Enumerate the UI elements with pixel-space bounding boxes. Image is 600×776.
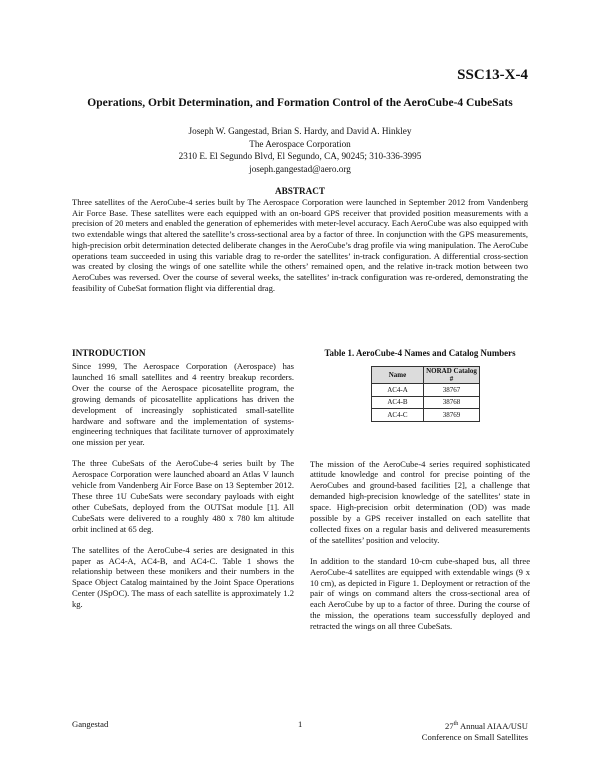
table-cell: AC4-B	[372, 396, 424, 409]
table-header-cell: Name	[372, 367, 424, 384]
table-cell: 38769	[424, 409, 480, 422]
abstract-text: Three satellites of the AeroCube-4 series built by The Aerospace Corporation were launched in September 2012 from Vandenberg Air Force Base. These satellites were each equipped with an on-board GPS receiver that provided position measurements with a precision of 20 meters and enabled the generation of ephemerides with meter-level accuracy. Each AeroCube was also equipped with two extendable wings that altered the satellite’s cross-sectional area by a factor of three. In conjunction with the GPS measurements, high-precision orbit determination detected deliberate changes in the AeroCube’s drag profile via wing manipulation. The AeroCube operations team succeeded in using this variable drag to re-order the satellites’ in-track configuration. A differential cross-section was created by closing the wings of one satellite while the others’ remained open, and the relative in-track motion between two AeroCubes was reversed. Over the course of several weeks, the satellites’ in-track configuration was re-ordered, demonstrating the feasibility of CubeSat formation flight via differential drag.	[72, 197, 528, 293]
author-affiliation: The Aerospace Corporation	[249, 138, 351, 149]
intro-paragraph: The three CubeSats of the AeroCube-4 series built by The Aerospace Corporation were launched aboard an Atlas V launch vehicle from Vandenberg Air Force Base on 13 September 2012. These three 1U CubeSats were secondary payloads with eight other CubeSats, deployed from the OUTSat module [1]. All CubeSats were delivered to a roughly 480 x 780 km altitude orbit inclined at 65 deg.	[72, 458, 294, 534]
author-address: 2310 E. El Segundo Blvd, El Segundo, CA, 90245; 310-336-3995	[178, 151, 422, 162]
footer-conference-name: Annual AIAA/USU	[458, 720, 528, 731]
table-row	[372, 409, 480, 422]
author-block	[72, 125, 528, 175]
footer-ordinal: 27	[445, 720, 454, 731]
right-column	[310, 348, 530, 642]
table-caption: Table 1. AeroCube-4 Names and Catalog Numbers	[324, 348, 516, 358]
table-header-cell: NORAD Catalog #	[424, 367, 480, 384]
abstract-heading: ABSTRACT	[274, 186, 326, 196]
table-cell: AC4-A	[372, 384, 424, 397]
body-paragraph: In addition to the standard 10-cm cube-shaped bus, all three AeroCube-4 satellites are equipped with extendable wings (9 x 10 cm), as depicted in Figure 1. Deployment or retraction of the pair of wings on command alters the cross-sectional area of each AeroCube by up to a factor of three. During the course of the mission, the operations team successfully deployed and retracted the wings on all three CubeSats.	[310, 555, 530, 632]
footer-conference	[422, 719, 528, 743]
paper-id: SSC13-X-4	[457, 67, 528, 83]
table-cell: 38767	[424, 384, 480, 397]
table-row	[372, 396, 480, 409]
intro-paragraph: Since 1999, The Aerospace Corporation (Aerospace) has launched 16 small satellites and 4 reentry breakup recorders. Over the course of the Aerospace picosatellite program, the growing demands of picosatellite applications has driven the development of increasingly sophisticated small-satellite hardware and software and the implementation of systems-engineering techniques that facilitate turnover of approximately one mission per year.	[72, 361, 294, 448]
left-column	[72, 348, 294, 620]
paper-title: Operations, Orbit Determination, and Formation Control of the AeroCube-4 CubeSats	[87, 97, 513, 109]
footer-conference-line1	[422, 719, 528, 732]
footer-ordinal-suffix: th	[453, 721, 459, 727]
table-cell: AC4-C	[372, 409, 424, 422]
footer-author: Gangestad	[72, 719, 109, 729]
author-names: Joseph W. Gangestad, Brian S. Hardy, and David A. Hinkley	[188, 126, 412, 136]
introduction-heading: INTRODUCTION	[72, 348, 146, 358]
author-email: joseph.gangestad@aero.org	[249, 163, 351, 174]
footer-page-number: 1	[298, 719, 303, 729]
table-header-row	[372, 367, 480, 384]
table-cell: 38768	[424, 396, 480, 409]
body-paragraph: The mission of the AeroCube-4 series required sophisticated attitude knowledge and control for precise pointing of the AeroCubes and ground-based facilities [2], a challenge that demanded high-precision knowledge of the satellites’ state in space. High-precision orbit determination (OD) was made possible by a GPS receiver installed on each satellite that collected fixes on a regular basis and delivered measurements of the satellites’ position and velocity.	[310, 458, 530, 545]
table-row	[372, 384, 480, 397]
footer-conference-line2: Conference on Small Satellites	[421, 731, 528, 742]
catalog-table	[371, 366, 480, 422]
intro-paragraph: The satellites of the AeroCube-4 series are designated in this paper as AC4-A, AC4-B, and AC4-C. Table 1 shows the relationship between these monikers and their numbers in the Space Object Catalog maintained by the Joint Space Operations Center (JSpOC). The mass of each satellite is approximately 1.2 kg.	[72, 544, 294, 610]
